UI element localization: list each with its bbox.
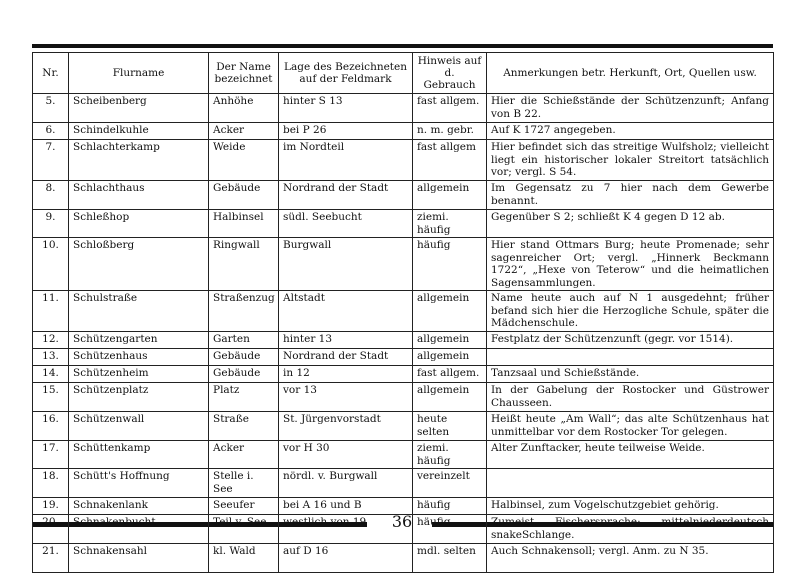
cell-flurname: Schüttenkamp xyxy=(69,441,209,469)
cell-hinweis: fast allgem xyxy=(413,140,487,181)
table-row xyxy=(33,412,774,441)
cell-bezeichnet: Straßenzug xyxy=(209,291,279,332)
cell-flurname: Schlachthaus xyxy=(69,181,209,210)
header-hinweis: Hinweis auf d. Gebrauch xyxy=(413,53,487,94)
cell-lage: bei A 16 und B xyxy=(279,498,413,515)
cell-hinweis: ziemi. häufig xyxy=(413,441,487,469)
cell-hinweis: allgemein xyxy=(413,332,487,349)
cell-hinweis: fast allgem. xyxy=(413,366,487,383)
cell-hinweis: heute selten xyxy=(413,412,487,441)
cell-anmerkungen: Zumeist Fischersprache; mittelniederdeutsch snakeSchlange. xyxy=(487,515,774,544)
cell-anmerkungen: Auf K 1727 angegeben. xyxy=(487,123,774,140)
cell-bezeichnet: Acker xyxy=(209,123,279,140)
table-row xyxy=(33,498,774,515)
cell-anmerkungen: Tanzsaal und Schießstände. xyxy=(487,366,774,383)
cell-bezeichnet: Anhöhe xyxy=(209,94,279,123)
cell-hinweis: allgemein xyxy=(413,291,487,332)
cell-flurname: Schütt's Hoffnung xyxy=(69,469,209,498)
cell-bezeichnet: Gebäude xyxy=(209,366,279,383)
cell-flurname: Schnakenlank xyxy=(69,498,209,515)
header-nr: Nr. xyxy=(33,53,69,94)
cell-lage: westlich von 19 xyxy=(279,515,413,544)
cell-hinweis: mdl. selten xyxy=(413,544,487,573)
cell-hinweis: n. m. gebr. xyxy=(413,123,487,140)
cell-nr: 13. xyxy=(33,349,69,366)
table-row xyxy=(33,383,774,412)
cell-flurname: Schützenhaus xyxy=(69,349,209,366)
table-row xyxy=(33,366,774,383)
cell-hinweis: allgemein xyxy=(413,349,487,366)
cell-nr: 14. xyxy=(33,366,69,383)
cell-lage: Nordrand der Stadt xyxy=(279,181,413,210)
cell-anmerkungen: Hier die Schießstände der Schützenzunft; Anfang von B 22. xyxy=(487,94,774,123)
cell-nr: 12. xyxy=(33,332,69,349)
table-row xyxy=(33,544,774,573)
table-body xyxy=(33,94,774,573)
cell-flurname: Schnakenbucht xyxy=(69,515,209,544)
cell-lage: St. Jürgenvorstadt xyxy=(279,412,413,441)
cell-lage: nördl. v. Burgwall xyxy=(279,469,413,498)
cell-nr: 9. xyxy=(33,210,69,238)
cell-bezeichnet: Straße xyxy=(209,412,279,441)
table-row xyxy=(33,94,774,123)
cell-nr: 17. xyxy=(33,441,69,469)
cell-nr: 11. xyxy=(33,291,69,332)
cell-nr: 5. xyxy=(33,94,69,123)
cell-bezeichnet: Seeufer xyxy=(209,498,279,515)
cell-nr: 8. xyxy=(33,181,69,210)
cell-lage: im Nordteil xyxy=(279,140,413,181)
cell-lage: hinter 13 xyxy=(279,332,413,349)
cell-flurname: Scheibenberg xyxy=(69,94,209,123)
cell-anmerkungen: Heißt heute „Am Wall“; das alte Schützenhaus hat unmittelbar vor dem Rostocker Tor gelegen. xyxy=(487,412,774,441)
cell-flurname: Schützenplatz xyxy=(69,383,209,412)
cell-anmerkungen: Hier stand Ottmars Burg; heute Promenade; sehr sagenreicher Ort; vergl. „Hinnerk Beckmann 1722“, „Hexe von Teterow“ und die heimatlichen Sagensammlungen. xyxy=(487,238,774,291)
cell-nr: 20. xyxy=(33,515,69,544)
cell-bezeichnet: Acker xyxy=(209,441,279,469)
header-flurname: Flurname xyxy=(69,53,209,94)
cell-anmerkungen: Festplatz der Schützenzunft (gegr. vor 1514). xyxy=(487,332,774,349)
cell-nr: 16. xyxy=(33,412,69,441)
cell-lage: südl. Seebucht xyxy=(279,210,413,238)
cell-nr: 18. xyxy=(33,469,69,498)
cell-nr: 7. xyxy=(33,140,69,181)
cell-bezeichnet: Garten xyxy=(209,332,279,349)
cell-flurname: Schützengarten xyxy=(69,332,209,349)
cell-hinweis: allgemein xyxy=(413,181,487,210)
top-rule xyxy=(32,44,773,48)
cell-lage: hinter S 13 xyxy=(279,94,413,123)
cell-bezeichnet: Platz xyxy=(209,383,279,412)
cell-bezeichnet: Teil v. See xyxy=(209,515,279,544)
cell-flurname: Schleßhop xyxy=(69,210,209,238)
cell-hinweis: ziemi. häufig xyxy=(413,210,487,238)
cell-bezeichnet: Halbinsel xyxy=(209,210,279,238)
table-row xyxy=(33,210,774,238)
table-row xyxy=(33,238,774,291)
cell-flurname: Schlachterkamp xyxy=(69,140,209,181)
cell-lage: vor H 30 xyxy=(279,441,413,469)
cell-nr: 10. xyxy=(33,238,69,291)
cell-anmerkungen xyxy=(487,349,774,366)
cell-anmerkungen: In der Gabelung der Rostocker und Güstrower Chausseen. xyxy=(487,383,774,412)
cell-flurname: Schindelkuhle xyxy=(69,123,209,140)
cell-anmerkungen: Im Gegensatz zu 7 hier nach dem Gewerbe benannt. xyxy=(487,181,774,210)
cell-bezeichnet: Gebäude xyxy=(209,349,279,366)
cell-hinweis: vereinzelt xyxy=(413,469,487,498)
cell-hinweis: häufig xyxy=(413,238,487,291)
table-row xyxy=(33,123,774,140)
page-number: 36 xyxy=(391,512,413,531)
cell-hinweis: häufig xyxy=(413,515,487,544)
cell-flurname: Schützenwall xyxy=(69,412,209,441)
cell-flurname: Schloßberg xyxy=(69,238,209,291)
cell-anmerkungen: Auch Schnakensoll; vergl. Anm. zu N 35. xyxy=(487,544,774,573)
cell-anmerkungen: Hier befindet sich das streitige Wulfsholz; vielleicht liegt ein historischer lokaler Streitort tatsächlich vor; vergl. S 54. xyxy=(487,140,774,181)
cell-hinweis: fast allgem. xyxy=(413,94,487,123)
cell-flurname: Schulstraße xyxy=(69,291,209,332)
header-lage: Lage des Bezeichneten auf der Feldmark xyxy=(279,53,413,94)
cell-nr: 6. xyxy=(33,123,69,140)
cell-lage: auf D 16 xyxy=(279,544,413,573)
cell-anmerkungen xyxy=(487,469,774,498)
cell-hinweis: häufig xyxy=(413,498,487,515)
cell-nr: 19. xyxy=(33,498,69,515)
cell-anmerkungen: Name heute auch auf N 1 ausgedehnt; früher befand sich hier die Herzogliche Schule, später die Mädchenschule. xyxy=(487,291,774,332)
table-header-row xyxy=(33,53,774,94)
cell-lage: bei P 26 xyxy=(279,123,413,140)
cell-lage: Burgwall xyxy=(279,238,413,291)
cell-hinweis: allgemein xyxy=(413,383,487,412)
cell-bezeichnet: Ringwall xyxy=(209,238,279,291)
cell-lage: Nordrand der Stadt xyxy=(279,349,413,366)
table-row xyxy=(33,332,774,349)
table-row xyxy=(33,441,774,469)
cell-anmerkungen: Alter Zunftacker, heute teilweise Weide. xyxy=(487,441,774,469)
cell-bezeichnet: Gebäude xyxy=(209,181,279,210)
cell-flurname: Schnakensahl xyxy=(69,544,209,573)
table-row xyxy=(33,349,774,366)
cell-bezeichnet: Stelle i. See xyxy=(209,469,279,498)
table-row xyxy=(33,181,774,210)
cell-bezeichnet: Weide xyxy=(209,140,279,181)
table-row xyxy=(33,140,774,181)
field-name-table xyxy=(32,52,774,573)
cell-lage: in 12 xyxy=(279,366,413,383)
table-row xyxy=(33,469,774,498)
cell-lage: Altstadt xyxy=(279,291,413,332)
cell-anmerkungen: Halbinsel, zum Vogelschutzgebiet gehörig. xyxy=(487,498,774,515)
cell-nr: 15. xyxy=(33,383,69,412)
cell-anmerkungen: Gegenüber S 2; schließt K 4 gegen D 12 ab. xyxy=(487,210,774,238)
table-row xyxy=(33,515,774,544)
table-row xyxy=(33,291,774,332)
cell-lage: vor 13 xyxy=(279,383,413,412)
cell-flurname: Schützenheim xyxy=(69,366,209,383)
header-anmerkungen: Anmerkungen betr. Herkunft, Ort, Quellen usw. xyxy=(487,53,774,94)
header-bezeichnet: Der Name bezeichnet xyxy=(209,53,279,94)
cell-bezeichnet: kl. Wald xyxy=(209,544,279,573)
cell-nr: 21. xyxy=(33,544,69,573)
